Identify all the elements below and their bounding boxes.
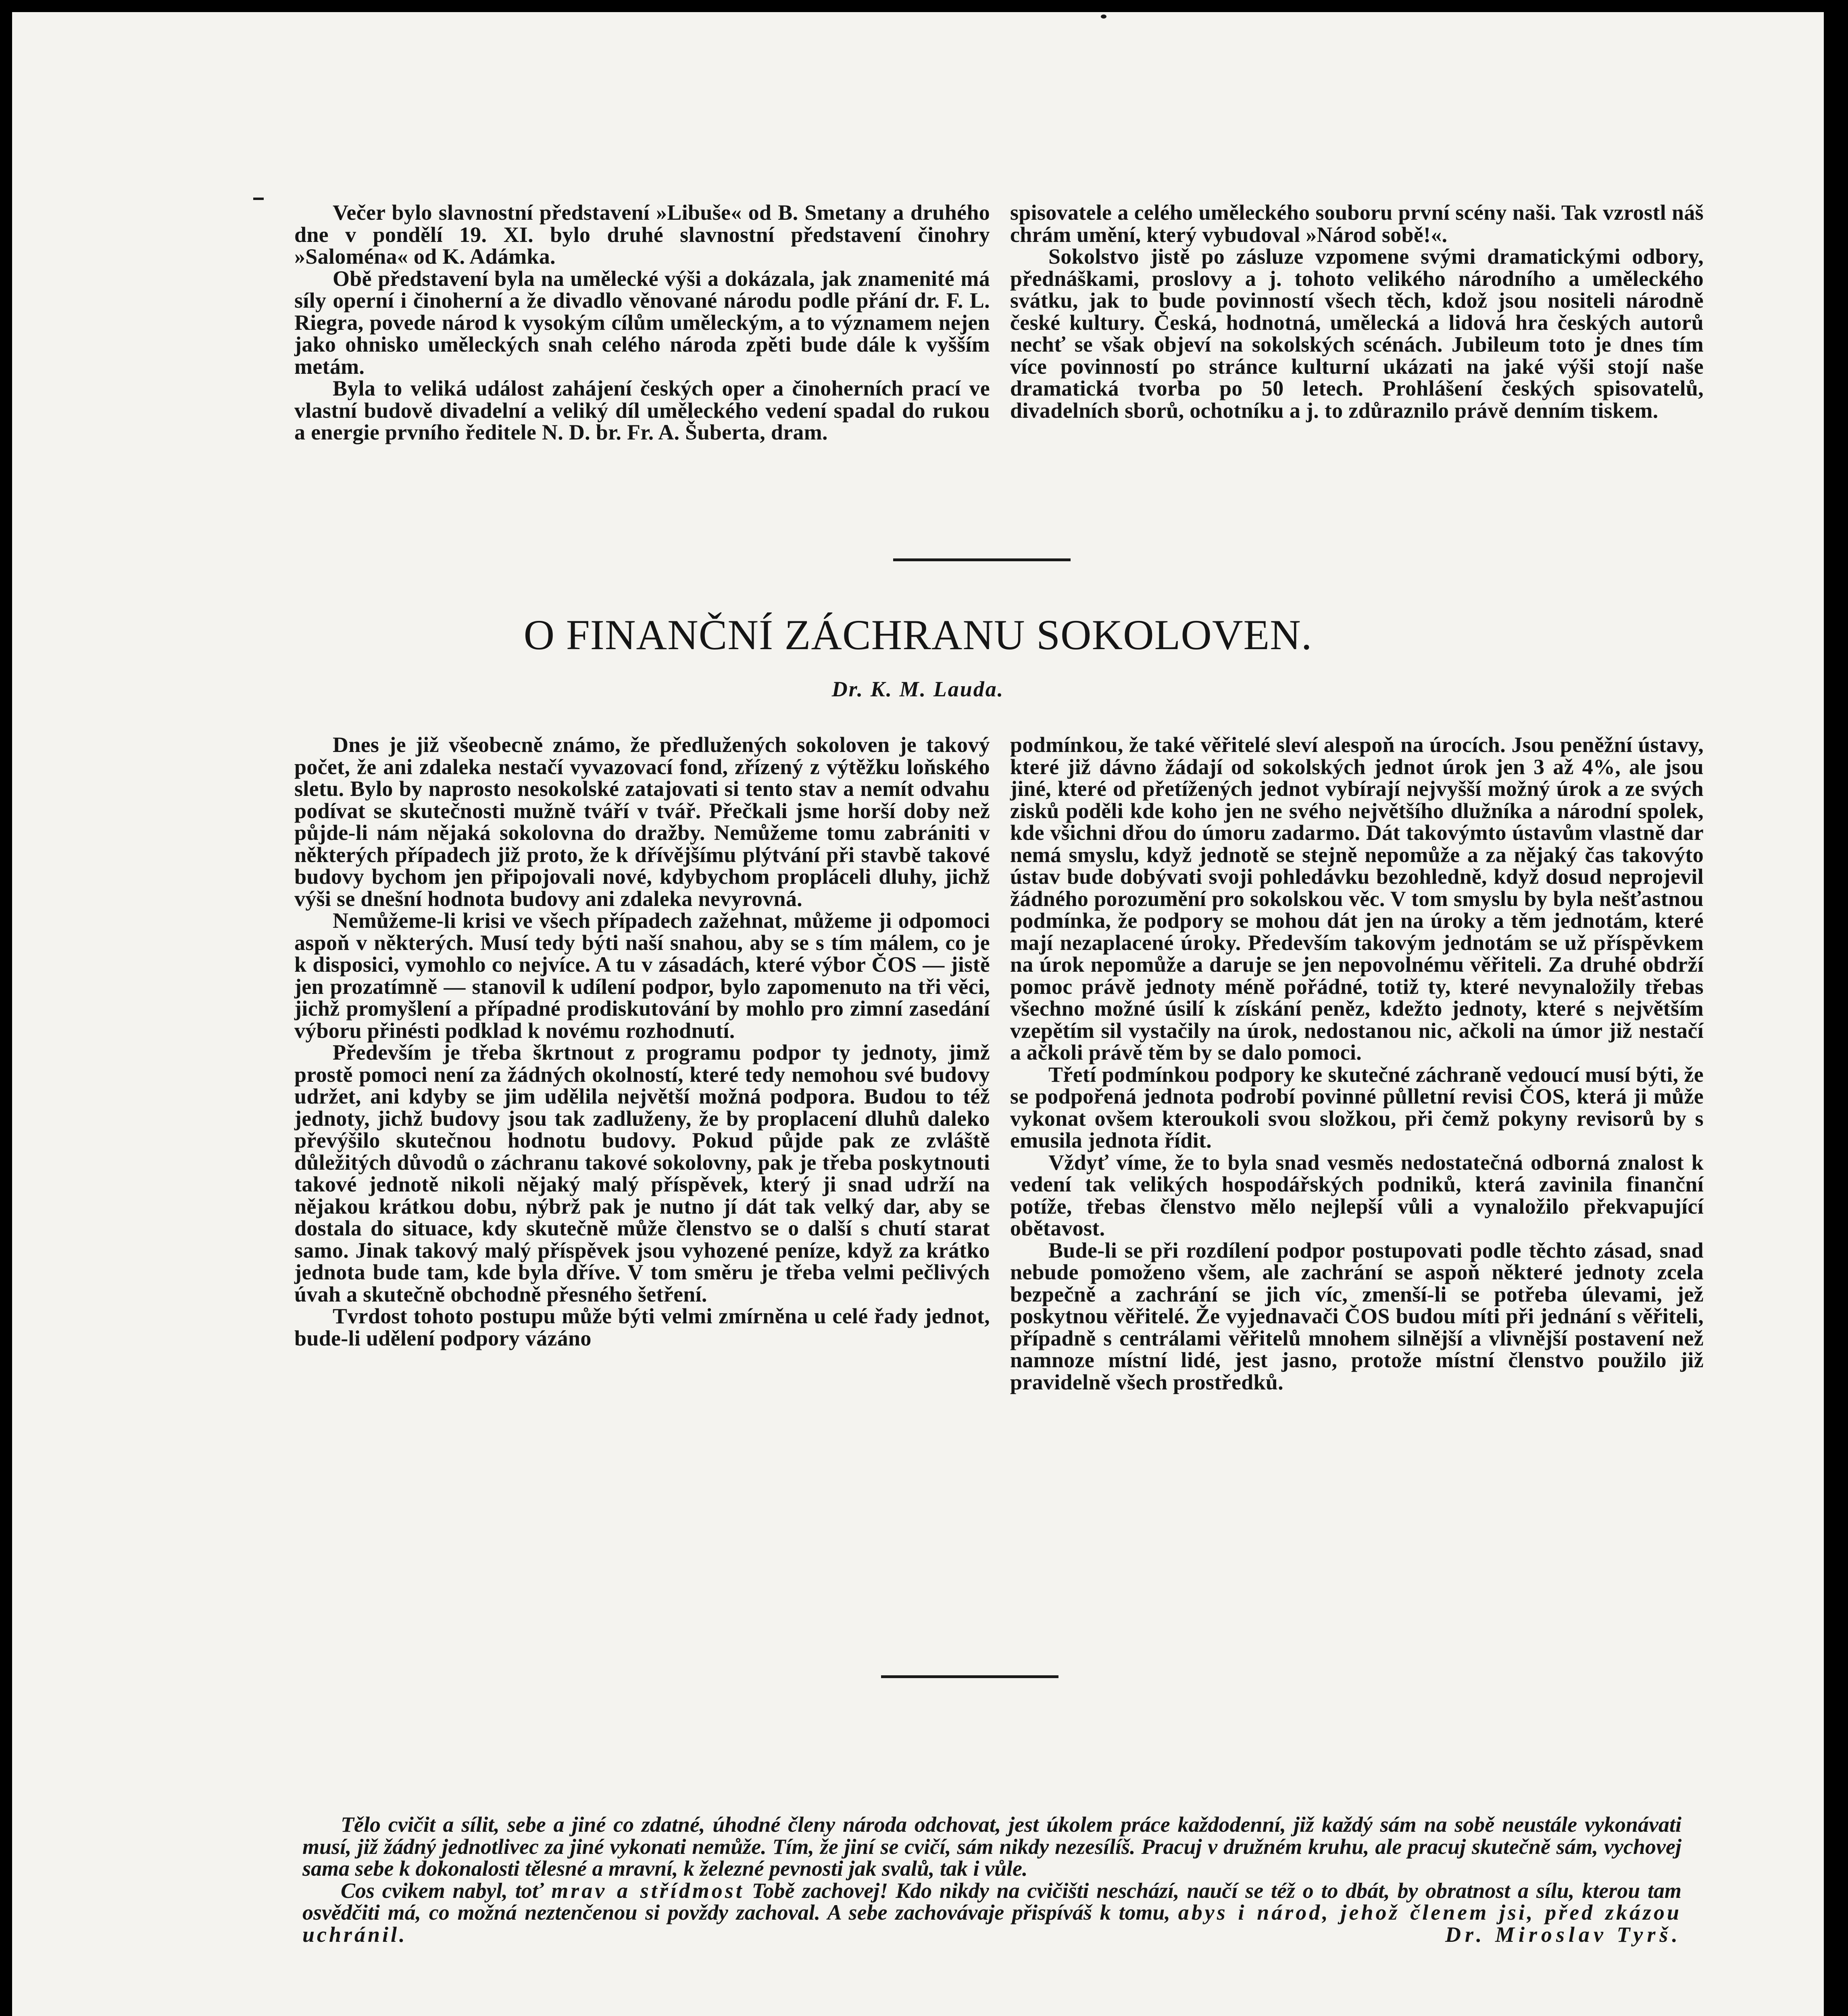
magazine-page	[12, 12, 1824, 2016]
section-divider	[893, 558, 1071, 561]
margin-mark	[253, 198, 264, 200]
paragraph: Bude-li se při rozdílení podpor postupovati podle těchto zásad, snad nebude pomoženo všem, ale zachrání se aspoň některé jednoty zcela bezpečně a zachrání se jich víc, zmenší-li se potřeba úlevami, jež poskytnou věřitelé. Že vyjednavači ČOS budou míti při jednání s věřiteli, případně s centrálami věřitelů mnohem silnější a vlivnější postavení než namnoze místní lidé, jest jasno, protože místní členstvo použilo již pravidelně všech prostředků.	[1010, 1238, 1704, 1394]
paragraph: Třetí podmínkou podpory ke skutečné záchraně vedoucí musí býti, že se podpořená jednota podrobí povinné půlletní revisi ČOS, která ji může vykonat ovšem kteroukoli svou složkou, při čemž pokyny revisorů by s emusila jednota řídit.	[1010, 1062, 1704, 1152]
top-left-column	[294, 202, 990, 444]
paragraph: spisovatele a celého uměleckého souboru první scény naši. Tak vzrostl náš chrám umění, který vybudoval »Národ sobě!«.	[1010, 200, 1704, 247]
quote-paragraph: Tělo cvičit a sílit, sebe a jiné co zdatné, úhodné členy národa odchovat, jest úkolem práce každodenní, již každý sám na sobě neustále vykonávati musí, již žádný jednotlivec za jiné vykonati nemůže. Tím, že jiní se cvičí, sám nikdy nezesílíš. Pracuj v družném kruhu, ale pracuj skutečně sám, vychovej sama sebe k dokonalosti tělesné a mravní, k železné pevnosti jak svalů, tak i vůle.	[302, 1812, 1681, 1881]
quote-emphasis: abys i národ, jehož členem jsi, před zkázou uchránil.	[302, 1900, 1682, 1947]
quote-emphasis: mrav a střídmost	[551, 1878, 744, 1903]
paragraph: Dnes je již všeobecně známo, že předlužených sokoloven je takový počet, že ani zdaleka nestačí vyvazovací fond, zřízený z výtěžku loňského sletu. Bylo by naprosto nesokolské zatajovati si tento stav a nemít odvahu podívat se skutečnosti mužně tváří v tvář. Přečkali jsme horší doby než půjde-li nám nějaká sokolovna do dražby. Nemůžeme tomu zabrániti v některých případech již proto, že k dřívějšímu plýtvání při stavbě takové budovy bychom jen připojovali nové, kdybychom propláceli dluhy, jichž výši se dnešní hodnota budovy ani zdaleka nevyrovná.	[294, 733, 990, 911]
top-right-column	[1010, 202, 1704, 421]
quote-signature: Dr. Miroslav Tyrš.	[1445, 1922, 1681, 1947]
article-right-column	[1010, 734, 1704, 1393]
quote-text: Cos cvikem nabyl, toť	[341, 1878, 544, 1903]
tyrs-quotation	[302, 1814, 1681, 1945]
paragraph: Vždyť víme, že to byla snad vesměs nedostatečná odborná znalost k vedení tak velikých hospodářských podniků, která zavinila finanční potíže, třebas členstvo mělo nejlepší vůli a vynaložilo překvapující obětavost.	[1010, 1150, 1704, 1240]
article-title: O FINANČNÍ ZÁCHRANU SOKOLOVEN.	[523, 611, 1313, 658]
paragraph: Obě představení byla na umělecké výši a dokázala, jak znamenité má síly operní i činoherní a že divadlo věnované národu podle přání dr. F. L. Riegra, povede národ k vysokým cílům uměleckým, a to významem nejen jako ohnisko uměleckých snah celého národa zpěti bude dále k vyšším metám.	[294, 266, 990, 379]
paragraph: Byla to veliká událost zahájení českých oper a činoherních prací ve vlastní budově divadelní a veliký díl uměleckého vedení spadal do rukou a energie prvního ředitele N. D. br. Fr. A. Šuberta, dram.	[294, 376, 990, 444]
paragraph: Sokolstvo jistě po zásluze vzpomene svými dramatickými odbory, přednáškami, proslovy a j. tohoto velikého národního a uměleckého svátku, jak to bude povinností všech těch, kdož jsou nositeli národně české kultury. Česká, hodnotná, umělecká a lidová hra českých autorů nechť se však objeví na sokolských scénách. Jubileum toto je dnes tím více povinností po stránce kulturní ukázati na jaké výši stojí naše dramatická tvorba po 50 letech. Prohlášení českých spisovatelů, divadelních sborů, ochotníku a j. to zdůraznilo právě denním tiskem.	[1010, 244, 1704, 423]
article-left-column	[294, 734, 990, 1349]
paragraph: Nemůžeme-li krisi ve všech případech zažehnat, můžeme ji odpomoci aspoň v některých. Musí tedy býti naší snahou, aby se s tím málem, co je k disposici, vymohlo co nejvíce. A tu v zásadách, které výbor ČOS — jistě jen prozatímně — stanovil k udílení podpor, bylo zapomenuto na tři věci, jichž promyšlení a případné prodiskutování by mohlo pro zimní zasedání výboru přinésti podklad k novému rozhodnutí.	[294, 908, 990, 1043]
paragraph: Večer bylo slavnostní představení »Libuše« od B. Smetany a druhého dne v pondělí 19. XI. bylo druhé slavnostní představení činohry »Saloména« od K. Adámka.	[294, 200, 990, 269]
article-end-divider	[881, 1675, 1058, 1678]
top-dot	[1101, 15, 1106, 19]
paragraph: Především je třeba škrtnout z programu podpor ty jednoty, jimž prostě pomoci není za žádných okolností, které tedy nemohou své budovy udržet, ani kdyby se jim udělila největší možná podpora. Budou to též jednoty, jichž budovy jsou tak zadluženy, že by proplacení dluhů daleko převýšilo skutečnou hodnotu budovy. Pokud půjde pak ze zvláště důležitých důvodů o záchranu takové sokolovny, pak je třeba poskytnouti takové jednotě nikoli nějaký malý příspěvek, který ji snad udrží na nějakou krátkou dobu, nýbrž pak je nutno jí dát tak velký dar, aby se dostala do situace, kdy skutečně může členstvo se o další s chutí starat samo. Jinak takový malý příspěvek jsou vyhozené peníze, když za krátko jednota bude tam, kde byla dříve. V tom směru je třeba velmi pečlivých úvah a skutečně obchodně přesného šetření.	[294, 1040, 990, 1306]
paragraph: podmínkou, že také věřitelé sleví alespoň na úrocích. Jsou peněžní ústavy, které již dávno žádají od sokolských jednot úrok jen 3 až 4%, ale jsou jiné, které od přetížených jednot vybírají nejvyšší možný úrok a ze svých zisků poděli kde koho jen ne svého největšího dlužníka a národní spolek, kde všichni dřou do úmoru zadarmo. Dát takovýmto ústavům vlastně dar nemá smyslu, když jednotě se stejně nepomůže a za nějaký čas takovýto ústav bude dobývati svoji pohledávku bezohledně, když dosud neprojevil žádného porozumění pro sokolskou věc. V tom smyslu by byla nešťastnou podmínka, že podpory se mohou dát jen na úroky a těm jednotám, které mají nezaplacené úroky. Především takovým jednotám se už příspěvkem na úrok nepomůže a daruje se jen nepovolnému věřiteli. Za druhé obdrží pomoc právě jednoty méně pořádné, totiž ty, které nevynaložily třebas všechno možné úsilí k získání peněz, kdežto jednoty, které s největším vzepětím sil vystačily na úrok, nedostanou nic, ačkoli na úmor již nestačí a ačkoli právě těm by se dalo pomoci.	[1010, 733, 1704, 1064]
paragraph: Tvrdost tohoto postupu může býti velmi zmírněna u celé řady jednot, bude-li udělení podpory vázáno	[294, 1304, 990, 1350]
article-author: Dr. K. M. Lauda.	[831, 677, 1004, 701]
quote-text: Tobě zachovej! Kdo nikdy na cvičišti neschází, naučí se též o to dbát, by obratnost a sílu, kterou tam osvědčiti má, co možná neztenčenou si povždy zachoval. A sebe zachovávaje přispíváš k tomu,	[302, 1878, 1682, 1924]
quote-paragraph	[302, 1880, 1681, 1946]
